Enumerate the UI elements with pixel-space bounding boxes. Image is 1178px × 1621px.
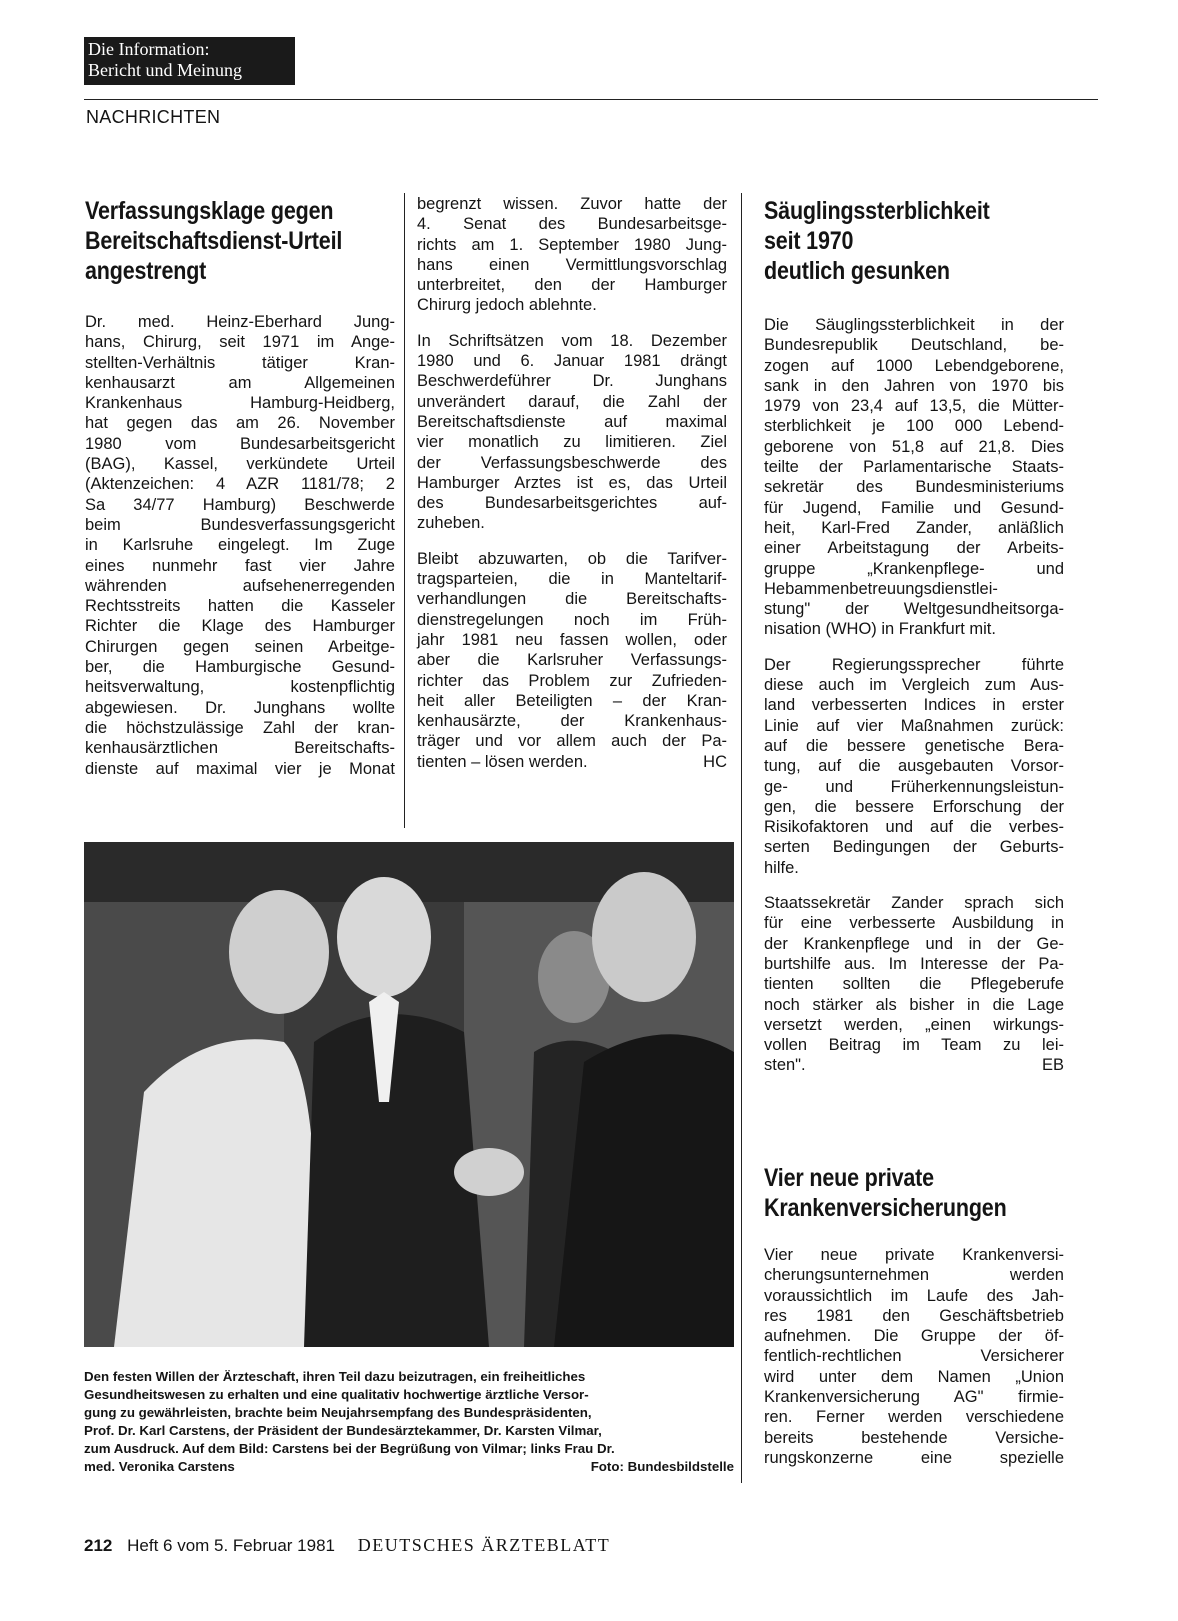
text-line: Die Säuglingssterblichkeit in der [764, 316, 1064, 334]
text-line: dienste auf maximal vier je Monat [85, 759, 395, 778]
text-line: 1980 vom Bundesarbeitsgericht [85, 434, 395, 453]
text-line: zuheben. [417, 514, 485, 533]
text-line: cherungsunternehmen werden [764, 1266, 1064, 1285]
column-rule-1 [404, 193, 405, 828]
article1-headline [85, 196, 352, 286]
article2-headline [764, 196, 1022, 286]
article2-headline-line: seit 1970 [764, 227, 854, 255]
text-line: währenden aufsehenerregenden [85, 576, 395, 595]
article1-paragraph-2 [417, 194, 727, 316]
text-line: einer Arbeitstagung der Arbeits- [764, 539, 1064, 558]
article1-paragraph-4 [417, 549, 727, 752]
caption-line: Prof. Dr. Karl Carstens, der Präsident der Bundesärztekammer, Dr. Karsten Vilmar, [84, 1423, 602, 1438]
text-line: die höchstzulässige Zahl der kran- [85, 718, 395, 737]
text-line: rungskonzerne eine spezielle [764, 1448, 1064, 1467]
text-line: geborene von 51,8 auf 21,8. Dies [764, 437, 1064, 456]
article2-paragraph-3 [764, 893, 1064, 1055]
article1-initials: HC [703, 752, 727, 771]
text-line: 1980 und 6. Januar 1981 drängt [417, 352, 727, 371]
text-line: ge- und Früherkennungsleistun- [764, 777, 1064, 796]
caption-credit-row [84, 1458, 734, 1476]
text-line: burtshilfe aus. Im Interesse der Pa- [764, 954, 1064, 973]
article2-paragraph-1 [764, 315, 1064, 640]
text-line: Risikofaktoren und auf die verbes- [764, 818, 1064, 837]
text-line: Hebammenbetreuungsdienstlei- [764, 579, 998, 598]
text-line: richts am 1. September 1980 Jung- [417, 235, 727, 254]
article3-column [764, 1163, 1064, 1483]
text-line: versetzt werden, „einen wirkungs- [764, 1015, 1064, 1034]
text-line: tung, auf die ausgebauten Vorsor- [764, 757, 1064, 776]
article1-column-2 [417, 194, 727, 772]
text-line: richter das Problem zur Zufrieden- [417, 671, 727, 690]
text-line: für eine verbesserte Ausbildung in [764, 914, 1064, 933]
text-line: heit aller Beteiligten – der Kran- [417, 691, 727, 710]
article1-last-line: tienten – lösen werden. [417, 752, 588, 771]
text-line: kenhausärzte, der Krankenhaus- [417, 712, 727, 731]
text-line: vier monatlich zu limitieren. Ziel [417, 433, 727, 452]
text-line: Linie auf vier Maßnahmen zurück: [764, 716, 1064, 735]
text-line: eines nunmehr fast vier Jahre [85, 556, 395, 575]
page-footer [84, 1535, 610, 1556]
article3-headline-line: Vier neue private [764, 1164, 934, 1192]
text-line: tienten sollten die Pflegeberufe [764, 975, 1064, 994]
text-line: kenhausärztlichen Bereitschafts- [85, 739, 395, 758]
article2-headline-line: deutlich gesunken [764, 257, 950, 285]
text-line: (BAG), Kassel, verkündete Urteil [85, 455, 395, 474]
text-line: hat gegen das am 26. November [85, 414, 395, 433]
text-line: begrenzt wissen. Zuvor hatte der [417, 195, 727, 213]
text-line: In Schriftsätzen vom 18. Dezember [417, 331, 727, 350]
text-line: Krankenversicherung AG" firmie- [764, 1388, 1064, 1407]
article1-paragraph-1 [85, 312, 395, 779]
section-label: NACHRICHTEN [86, 107, 221, 127]
text-line: noch stärker als bisher in die Lage [764, 995, 1064, 1014]
text-line: 1979 von 23,4 auf 13,5, die Mütter- [764, 397, 1064, 416]
article2-column [764, 196, 1064, 1076]
text-line: Rechtsstreits hatten die Kasseler [85, 597, 395, 616]
text-line: jahr 1981 neu fassen wollen, oder [417, 630, 727, 649]
caption-line: Den festen Willen der Ärzteschaft, ihren Teil dazu beizutragen, ein freiheitliches [84, 1369, 586, 1384]
text-line: teilte der Parlamentarische Staats- [764, 458, 1064, 477]
masthead-line-2: Bericht und Meinung [88, 60, 242, 80]
article1-signoff [417, 752, 727, 772]
text-line: nisation (WHO) in Frankfurt mit. [764, 620, 996, 639]
text-line: auf die bessere genetische Bera- [764, 736, 1064, 755]
text-line: Staatssekretär Zander sprach sich [764, 894, 1064, 913]
caption-line: zum Ausdruck. Auf dem Bild: Carstens bei der Begrüßung von Vilmar; links Frau Dr. [84, 1441, 615, 1456]
text-line: Sa 34/77 Hamburg) Beschwerde [85, 495, 395, 514]
article1-headline-line: Verfassungsklage gegen [85, 197, 334, 225]
masthead-line-1: Die Information: [88, 39, 210, 59]
text-line: Richter die Klage des Hamburger [85, 617, 395, 636]
article3-headline-line: Krankenversicherungen [764, 1194, 1007, 1222]
text-line: Beschwerdeführer Dr. Junghans [417, 372, 727, 391]
article2-headline-line: Säuglingssterblichkeit [764, 197, 990, 225]
text-line: diese auch im Vergleich zum Aus- [764, 676, 1064, 695]
text-line: heit, Karl-Fred Zander, anläßlich [764, 518, 1064, 537]
text-line: ren. Ferner werden verschiedene [764, 1408, 1064, 1427]
photo-caption [84, 1368, 734, 1476]
text-line: gen, die bessere Erforschung der [764, 797, 1064, 816]
top-rule [84, 99, 1098, 100]
text-line: fentlich-rechtlichen Versicherer [764, 1347, 1064, 1366]
text-line: Vier neue private Krankenversi- [764, 1246, 1064, 1264]
text-line: sank in den Jahren von 1970 bis [764, 376, 1064, 395]
text-line: tragsparteien, die in Manteltarif- [417, 570, 727, 589]
text-line: zogen auf 1000 Lebendgeborene, [764, 356, 1064, 375]
text-line: Bundesrepublik Deutschland, be- [764, 336, 1064, 355]
text-line: serten Bedingungen der Geburts- [764, 838, 1064, 857]
text-line: Der Regierungssprecher führte [764, 655, 1064, 674]
text-line: aufnehmen. Die Gruppe der öf- [764, 1327, 1064, 1346]
article2-signoff [764, 1055, 1064, 1075]
text-line: träger und vor allem auch der Pa- [417, 732, 727, 751]
text-line: stung" der Weltgesundheitsorga- [764, 600, 1064, 619]
caption-last-line: med. Veronika Carstens [84, 1459, 235, 1474]
text-line: Bleibt abzuwarten, ob die Tarifver- [417, 549, 727, 568]
text-line: Krankenhaus Hamburg-Heidberg, [85, 394, 395, 413]
caption-line: Gesundheitswesen zu erhalten und eine qualitativ hochwertige ärztliche Versor- [84, 1387, 589, 1402]
page-number: 212 [84, 1536, 113, 1555]
text-line: wird unter dem Namen „Union [764, 1367, 1064, 1386]
article1-headline-line: Bereitschaftsdienst-Urteil [85, 227, 343, 255]
text-line: sterblichkeit je 100 000 Lebend- [764, 417, 1064, 436]
text-line: kenhausarzt am Allgemeinen [85, 373, 395, 392]
press-photo [84, 842, 734, 1347]
text-line: vollen Beitrag im Team zu lei- [764, 1036, 1064, 1055]
text-line: stellten-Verhältnis tätiger Kran- [85, 353, 395, 372]
text-line: verhandlungen die Bereitschafts- [417, 590, 727, 609]
text-line: aber die Karlsruher Verfassungs- [417, 651, 727, 670]
text-line: der Krankenpflege und in der Ge- [764, 934, 1064, 953]
article2-last-line: sten". [764, 1056, 806, 1075]
article1-column-1 [85, 196, 395, 794]
text-line: Dr. med. Heinz-Eberhard Jung- [85, 313, 395, 331]
article1-headline-line: angestrengt [85, 257, 207, 285]
masthead [84, 37, 295, 85]
journal-name: DEUTSCHES ÄRZTEBLATT [357, 1535, 611, 1555]
article2-initials: EB [1041, 1056, 1064, 1075]
text-line: (Aktenzeichen: 4 AZR 1181/78; 2 [85, 475, 395, 494]
text-line: Bereitschaftsdienste auf maximal [417, 412, 727, 431]
text-line: Chirurg jedoch ablehnte. [417, 296, 597, 315]
text-line: Hamburger Arztes ist es, das Urteil [417, 473, 727, 492]
photo-illustration [84, 842, 734, 1347]
text-line: res 1981 den Geschäftsbetrieb [764, 1306, 1064, 1325]
text-line: dienstregelungen noch im Früh- [417, 610, 727, 629]
text-line: beim Bundesverfassungsgericht [85, 515, 395, 534]
text-line: 4. Senat des Bundesarbeitsge- [417, 215, 727, 234]
text-line: Chirurgen gegen seinen Arbeitge- [85, 637, 395, 656]
text-line: voraussichtlich im Laufe des Jah- [764, 1286, 1064, 1305]
article1-paragraph-3 [417, 331, 727, 534]
caption-line: gung zu gewährleisten, brachte beim Neujahrsempfang des Bundespräsidenten, [84, 1405, 592, 1420]
text-line: der Verfassungsbeschwerde des [417, 453, 727, 472]
text-line: des Bundesarbeitsgerichtes auf- [417, 494, 727, 513]
article3-paragraph-1 [764, 1245, 1064, 1468]
text-line: hans, Chirurg, seit 1971 im Ange- [85, 333, 395, 352]
text-line: sekretär des Bundesministeriums [764, 478, 1064, 497]
text-line: ber, die Hamburgische Gesund- [85, 658, 395, 677]
text-line: bereits bestehende Versiche- [764, 1428, 1064, 1447]
text-line: heitsverwaltung, kostenpflichtig [85, 678, 395, 697]
issue-info: Heft 6 vom 5. Februar 1981 [127, 1536, 335, 1555]
text-line: hans einen Vermittlungsvorschlag [417, 255, 727, 274]
text-line: abgewiesen. Dr. Junghans wollte [85, 698, 395, 717]
text-line: unterbreitet, den der Hamburger [417, 276, 727, 295]
text-line: unverändert darauf, die Zahl der [417, 392, 727, 411]
column-rule-2 [741, 193, 742, 1483]
article3-headline [764, 1163, 1022, 1223]
text-line: in Karlsruhe eingelegt. Im Zuge [85, 536, 395, 555]
text-line: gruppe „Krankenpflege- und [764, 559, 1064, 578]
photo-credit: Foto: Bundesbildstelle [590, 1459, 734, 1474]
text-line: für Jugend, Familie und Gesund- [764, 498, 1064, 517]
text-line: land verbesserten Indices in erster [764, 696, 1064, 715]
article2-paragraph-2 [764, 655, 1064, 878]
text-line: hilfe. [764, 858, 799, 877]
